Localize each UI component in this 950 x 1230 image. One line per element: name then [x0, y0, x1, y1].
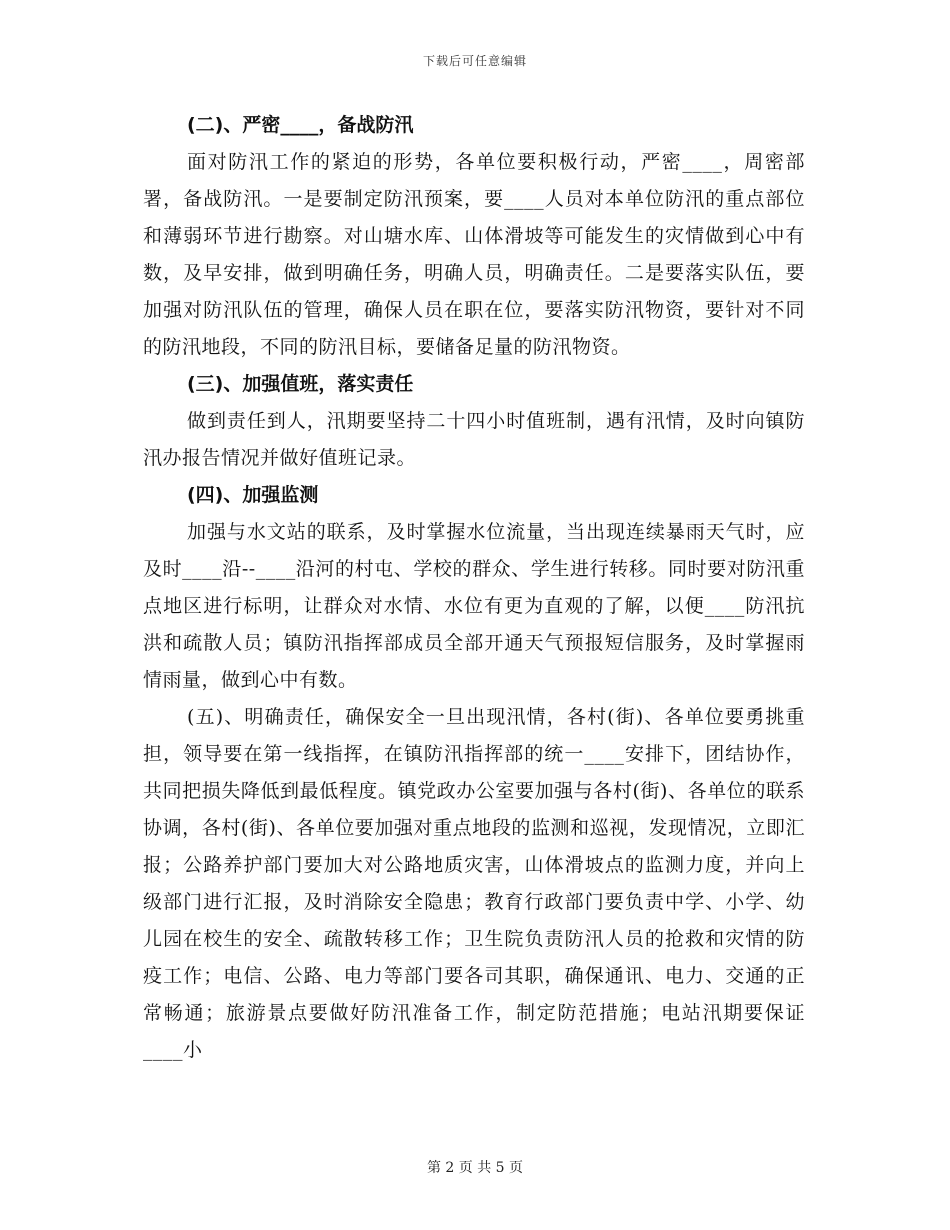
- document-body: [143, 107, 805, 1069]
- section-4-paragraph: 加强与水文站的联系，及时掌握水位流量，当出现连续暴雨天气时，应及时____沿--____沿河的村屯、学校的群众、学生进行转移。同时要对防汛重点地区进行标明，让群众对水情、水位有更为直观的了解，以便____防汛抗洪和疏散人员；镇防汛指挥部成员全部开通天气预报短信服务，及时掌握雨情雨量，做到心中有数。: [143, 521, 805, 691]
- section-heading-2: (二)、严密____，备战防汛: [187, 114, 414, 136]
- section-5-paragraph: (五)、明确责任，确保安全一旦出现汛情，各村(街)、各单位要勇挑重担，领导要在第一线指挥，在镇防汛指挥部的统一____安排下，团结协作，共同把损失降低到最低程度。镇党政办公室要加强与各村(街)、各单位的联系协调，各村(街)、各单位要加强对重点地段的监测和巡视，发现情况，立即汇报；公路养护部门要加大对公路地质灾害，山体滑坡点的监测力度，并向上级部门进行汇报，及时消除安全隐患；教育行政部门要负责中学、小学、幼儿园在校生的安全、疏散转移工作；卫生院负责防汛人员的抢救和灾情的防疫工作；电信、公路、电力等部门要各司其职，确保通讯、电力、交通的正常畅通；旅游景点要做好防汛准备工作，制定防范措施；电站汛期要保证____小: [143, 706, 805, 1061]
- page-header: 下载后可任意编辑: [422, 54, 527, 68]
- section-2-paragraph: 面对防汛工作的紧迫的形势，各单位要积极行动，严密____，周密部署，备战防汛。一是要制定防汛预案，要____人员对本单位防汛的重点部位和薄弱环节进行勘察。对山塘水库、山体滑坡等可能发生的灾情做到心中有数，及早安排，做到明确任务，明确人员，明确责任。二是要落实队伍，要加强对防汛队伍的管理，确保人员在职在位，要落实防汛物资，要针对不同的防汛地段，不同的防汛目标，要储备足量的防汛物资。: [143, 151, 805, 358]
- page-footer: 第 2 页 共 5 页: [426, 1160, 524, 1176]
- section-heading-3: (三)、加强值班，落实责任: [187, 373, 414, 395]
- section-heading-4: (四)、加强监测: [187, 484, 319, 506]
- section-3-paragraph: 做到责任到人，汛期要坚持二十四小时值班制，遇有汛情，及时向镇防汛办报告情况并做好值班记录。: [143, 410, 805, 469]
